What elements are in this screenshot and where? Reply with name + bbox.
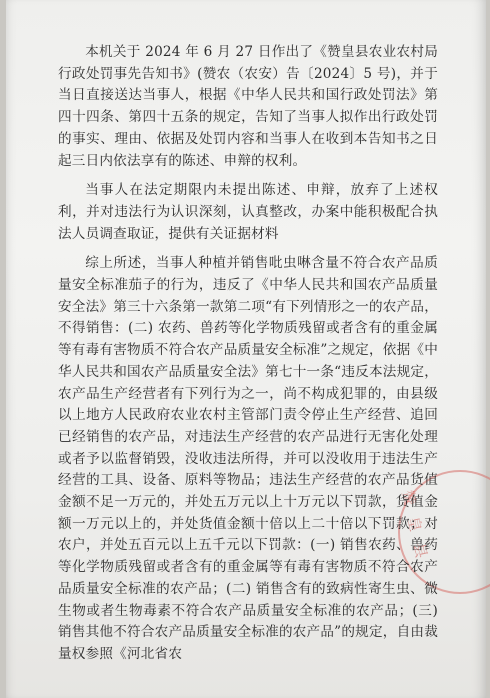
official-seal-text: 赞皇县 xyxy=(398,488,433,572)
paragraph-notice-delivery: 本机关于 2024 年 6 月 27 日作出了《赞皇县农业农村局行政处罚事先告知书》(赞农（农安）告〔2024〕5 号)，并于当日直接送达当事人，根据《中华人民共和国行政处罚法》第四十四条、第四十五条的规定，告知了当事人拟作出行政处罚的事实、理由、依据及处罚内容和当事人在收到本告知书之日起三日内依法享有的陈述、申辩的权利。 xyxy=(58,44,438,169)
document-body xyxy=(58,42,438,674)
paragraph-waiver-of-rights: 当事人在法定期限内未提出陈述、申辩，放弃了上述权利，并对违法行为认识深刻，认真整改，办案中能积极配合执法人员调查取证，提供有关证据材料 xyxy=(58,182,438,242)
paragraph-conclusion-and-legal-basis: 综上所述，当事人种植并销售吡虫啉含量不符合农产品质量安全标准茄子的行为，违反了《中华人民共和国农产品质量安全法》第三十六条第一款第二项“有下列情形之一的农产品，不得销售：(二) 农药、兽药等化学物质残留或者含有的重金属等有毒有害物质不符合农产品质量安全标准”之规定，依据《中华人民共和国农产品质量安全法》第七十一条“违反本法规定，农产品生产经营者有下列行为之一，尚不构成犯罪的，由县级以上地方人民政府农业农村主管部门责令停止生产经营、追回已经销售的农产品，对违法生产经营的农产品进行无害化处理或者予以监督销毁，没收违法所得，并可以没收用于违法生产经营的工具、设备、原料等物品；违法生产经营的农产品货值金额不足一万元的，并处五万元以上十万元以下罚款，货值金额一万元以上的，并处货值金额十倍以上二十倍以下罚款；对农户，并处五百元以上五千元以下罚款：(一) 销售农药、兽药等化学物质残留或者含有的重金属等有毒有害物质不符合农产品质量安全标准的农产品；(二) 销售含有的致病性寄生虫、微生物或者生物毒素不符合农产品质量安全标准的农产品；(三) 销售其他不符合农产品质量安全标准的农产品”的规定，自由裁量权参照《河北省农 xyxy=(58,255,438,662)
